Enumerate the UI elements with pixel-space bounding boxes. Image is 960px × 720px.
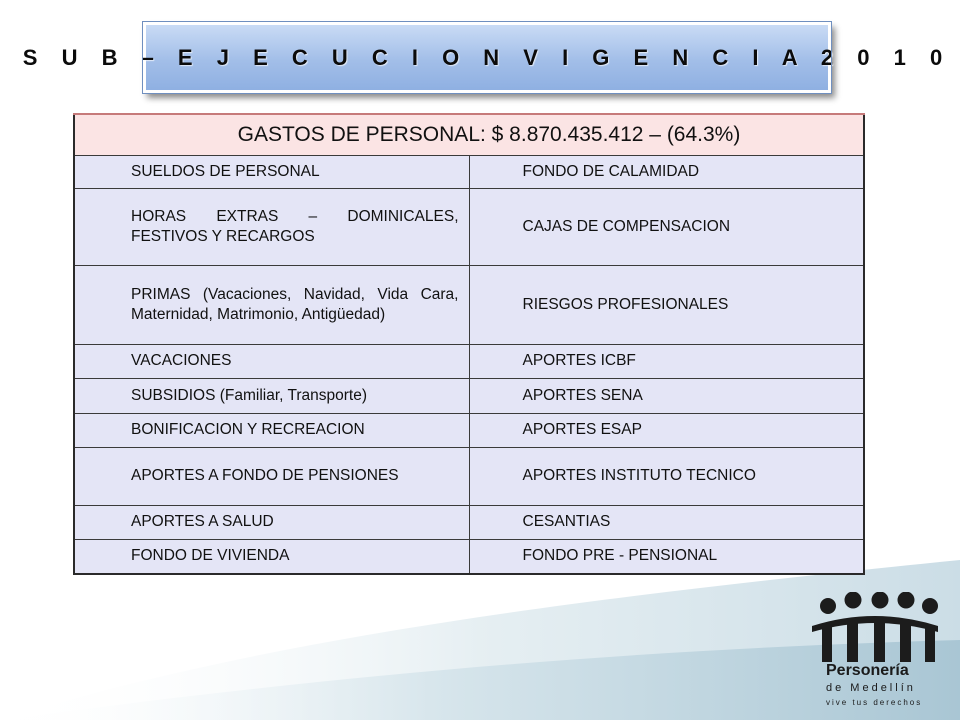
table-header-cell: GASTOS DE PERSONAL: $ 8.870.435.412 – (64.3%) (74, 114, 864, 156)
personnel-expenses-table (73, 113, 865, 575)
table-cell: RIESGOS PROFESIONALES (469, 266, 864, 345)
table-row (74, 448, 864, 506)
table-cell: FONDO DE VIVIENDA (74, 540, 469, 574)
table-row (74, 189, 864, 266)
logo-slogan: vive tus derechos (826, 698, 923, 707)
table-cell: HORAS EXTRAS – DOMINICALES, FESTIVOS Y RECARGOS (74, 189, 469, 266)
logo-name: Personería (826, 662, 909, 679)
table-cell: APORTES ICBF (469, 345, 864, 379)
table-cell: APORTES A FONDO DE PENSIONES (74, 448, 469, 506)
table-cell: VACACIONES (74, 345, 469, 379)
table-cell: SUBSIDIOS (Familiar, Transporte) (74, 379, 469, 414)
logo-subtitle: de Medellín (826, 682, 916, 694)
table-row (74, 156, 864, 189)
table-cell: CAJAS DE COMPENSACION (469, 189, 864, 266)
table-cell: APORTES A SALUD (74, 506, 469, 540)
title-banner (22, 22, 952, 93)
table-cell: APORTES INSTITUTO TECNICO (469, 448, 864, 506)
table-row (74, 540, 864, 574)
page-title: S U B – E J E C U C I O N V I G E N C I A 2 0 1 0 (22, 44, 952, 70)
table-row (74, 345, 864, 379)
table-cell: PRIMAS (Vacaciones, Navidad, Vida Cara, Maternidad, Matrimonio, Antigüedad) (74, 266, 469, 345)
table-row (74, 266, 864, 345)
people-group-icon (810, 592, 940, 664)
table-row (74, 414, 864, 448)
table-row (74, 379, 864, 414)
table-cell: SUELDOS DE PERSONAL (74, 156, 469, 189)
table-cell: CESANTIAS (469, 506, 864, 540)
table-header-row (74, 114, 864, 156)
table-row (74, 506, 864, 540)
table-cell: BONIFICACION Y RECREACION (74, 414, 469, 448)
table-cell: APORTES ESAP (469, 414, 864, 448)
table-cell: APORTES SENA (469, 379, 864, 414)
table-cell: FONDO DE CALAMIDAD (469, 156, 864, 189)
personeria-logo (808, 592, 944, 716)
table-cell: FONDO PRE - PENSIONAL (469, 540, 864, 574)
